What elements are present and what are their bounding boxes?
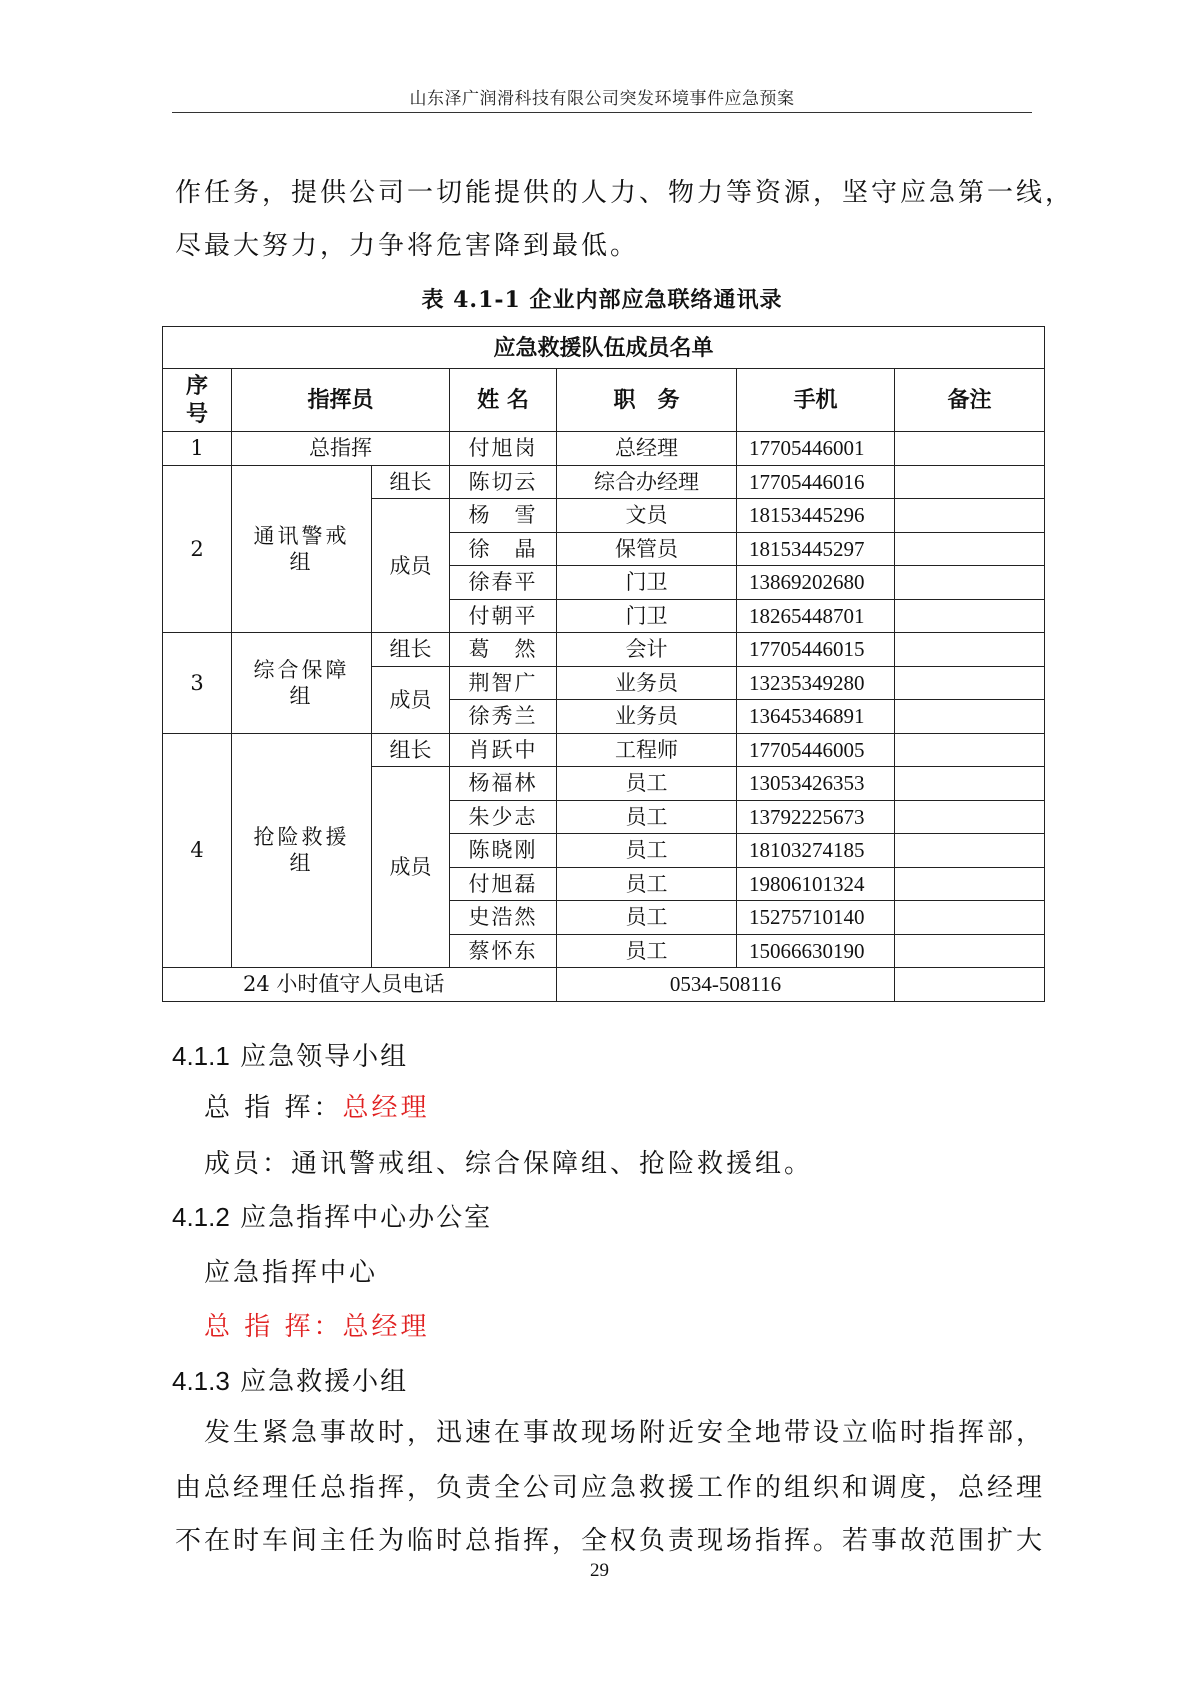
group-name-cell: 综合保障组 <box>232 633 372 734</box>
name-cell: 蔡怀东 <box>450 934 557 968</box>
page-header: 山东泽广润滑科技有限公司突发环境事件应急预案 <box>409 89 795 109</box>
note-cell <box>895 566 1045 600</box>
group-name-cell: 通讯警戒组 <box>232 465 372 633</box>
commander-value: 总经理 <box>342 1093 430 1123</box>
role-cell: 组长 <box>372 633 450 667</box>
table-row <box>163 733 1045 767</box>
center-line: 应急指挥中心 <box>204 1258 379 1288</box>
phone-cell: 13645346891 <box>737 700 895 734</box>
note-cell <box>895 934 1045 968</box>
header-seq: 序号 <box>163 369 232 432</box>
phone-cell: 17705446001 <box>737 432 895 466</box>
duty-cell: 业务员 <box>557 700 737 734</box>
table-row <box>163 633 1045 667</box>
phone-cell: 18103274185 <box>737 834 895 868</box>
section-title: 应急救援小组 <box>240 1367 409 1397</box>
phone-cell: 13053426353 <box>737 767 895 801</box>
phone-cell: 15066630190 <box>737 934 895 968</box>
section-title: 应急领导小组 <box>240 1042 409 1072</box>
phone-cell: 13235349280 <box>737 666 895 700</box>
role-cell: 组长 <box>372 465 450 499</box>
duty-cell: 门卫 <box>557 566 737 600</box>
phone-cell: 17705446015 <box>737 633 895 667</box>
name-cell: 付旭磊 <box>450 867 557 901</box>
body-line-2: 由总经理任总指挥，负责全公司应急救援工作的组织和调度，总经理 <box>175 1473 1046 1503</box>
header-name: 姓 名 <box>450 369 557 432</box>
seq-cell: 4 <box>163 733 232 968</box>
name-cell: 徐春平 <box>450 566 557 600</box>
name-cell: 陈晓刚 <box>450 834 557 868</box>
duty-cell: 会计 <box>557 633 737 667</box>
section-number: 4.1.3 <box>172 1366 230 1396</box>
commander-line <box>204 1087 430 1124</box>
section-4-1-1-heading <box>172 1036 408 1073</box>
name-cell: 史浩然 <box>450 901 557 935</box>
role-cell: 成员 <box>372 666 450 733</box>
note-cell <box>895 666 1045 700</box>
phone-cell: 17705446016 <box>737 465 895 499</box>
phone-cell: 15275710140 <box>737 901 895 935</box>
seq-cell: 2 <box>163 465 232 633</box>
emergency-contact-table <box>162 326 1045 1002</box>
commander-value: 总经理 <box>342 1312 430 1342</box>
members-line: 成员：通讯警戒组、综合保障组、抢险救援组。 <box>204 1149 814 1179</box>
intro-line-1: 作任务，提供公司一切能提供的人力、物力等资源，坚守应急第一线， <box>175 178 1075 208</box>
duty-cell: 业务员 <box>557 666 737 700</box>
duty-cell: 员工 <box>557 867 737 901</box>
role-cell: 成员 <box>372 767 450 968</box>
header-commander: 指挥员 <box>232 369 450 432</box>
name-cell: 付旭岗 <box>450 432 557 466</box>
note-cell <box>895 867 1045 901</box>
duty-cell: 总经理 <box>557 432 737 466</box>
table-row <box>163 432 1045 466</box>
name-cell: 荆智广 <box>450 666 557 700</box>
duty-cell: 员工 <box>557 901 737 935</box>
seq-cell: 3 <box>163 633 232 734</box>
duty-cell: 员工 <box>557 800 737 834</box>
phone-cell: 18265448701 <box>737 599 895 633</box>
note-cell <box>895 968 1045 1002</box>
group-name-cell: 抢险救援组 <box>232 733 372 968</box>
duty-cell: 门卫 <box>557 599 737 633</box>
header-duty: 职 务 <box>557 369 737 432</box>
hotline-label: 24 小时值守人员电话 <box>163 968 557 1002</box>
phone-cell: 19806101324 <box>737 867 895 901</box>
phone-cell: 17705446005 <box>737 733 895 767</box>
duty-cell: 员工 <box>557 934 737 968</box>
table-caption: 表 4.1-1 企业内部应急联络通讯录 <box>421 287 783 313</box>
body-line-1: 发生紧急事故时，迅速在事故现场附近安全地带设立临时指挥部， <box>175 1418 1046 1448</box>
commander-line <box>204 1306 430 1343</box>
table-row <box>163 465 1045 499</box>
role-cell: 成员 <box>372 499 450 633</box>
duty-cell: 工程师 <box>557 733 737 767</box>
section-number: 4.1.2 <box>172 1202 230 1232</box>
name-cell: 肖跃中 <box>450 733 557 767</box>
note-cell <box>895 767 1045 801</box>
section-4-1-2-heading <box>172 1197 492 1234</box>
section-title: 应急指挥中心办公室 <box>240 1203 493 1233</box>
seq-cell: 1 <box>163 432 232 466</box>
header-phone: 手机 <box>737 369 895 432</box>
page-number: 29 <box>590 1560 609 1581</box>
name-cell: 杨 雪 <box>450 499 557 533</box>
commander-cell: 总指挥 <box>232 432 450 466</box>
header-rule <box>172 112 1032 113</box>
section-4-1-3-heading <box>172 1361 408 1398</box>
name-cell: 徐 晶 <box>450 532 557 566</box>
name-cell: 葛 然 <box>450 633 557 667</box>
header-note: 备注 <box>895 369 1045 432</box>
name-cell: 付朝平 <box>450 599 557 633</box>
table-title: 应急救援队伍成员名单 <box>163 327 1045 369</box>
commander-label: 总 指 挥： <box>204 1312 343 1342</box>
duty-cell: 综合办经理 <box>557 465 737 499</box>
note-cell <box>895 834 1045 868</box>
name-cell: 朱少志 <box>450 800 557 834</box>
note-cell <box>895 599 1045 633</box>
note-cell <box>895 733 1045 767</box>
name-cell: 徐秀兰 <box>450 700 557 734</box>
note-cell <box>895 700 1045 734</box>
note-cell <box>895 633 1045 667</box>
hotline-number: 0534-508116 <box>557 968 895 1002</box>
section-number: 4.1.1 <box>172 1041 230 1071</box>
role-cell: 组长 <box>372 733 450 767</box>
phone-cell: 18153445297 <box>737 532 895 566</box>
phone-cell: 13869202680 <box>737 566 895 600</box>
intro-line-2: 尽最大努力，力争将危害降到最低。 <box>175 231 640 261</box>
hotline-row <box>163 968 1045 1002</box>
duty-cell: 员工 <box>557 834 737 868</box>
name-cell: 杨福林 <box>450 767 557 801</box>
note-cell <box>895 800 1045 834</box>
note-cell <box>895 499 1045 533</box>
duty-cell: 文员 <box>557 499 737 533</box>
note-cell <box>895 432 1045 466</box>
note-cell <box>895 532 1045 566</box>
body-line-3: 不在时车间主任为临时总指挥，全权负责现场指挥。若事故范围扩大 <box>175 1526 1046 1556</box>
duty-cell: 员工 <box>557 767 737 801</box>
note-cell <box>895 901 1045 935</box>
commander-label: 总 指 挥： <box>204 1093 343 1123</box>
phone-cell: 13792225673 <box>737 800 895 834</box>
phone-cell: 18153445296 <box>737 499 895 533</box>
name-cell: 陈切云 <box>450 465 557 499</box>
note-cell <box>895 465 1045 499</box>
duty-cell: 保管员 <box>557 532 737 566</box>
